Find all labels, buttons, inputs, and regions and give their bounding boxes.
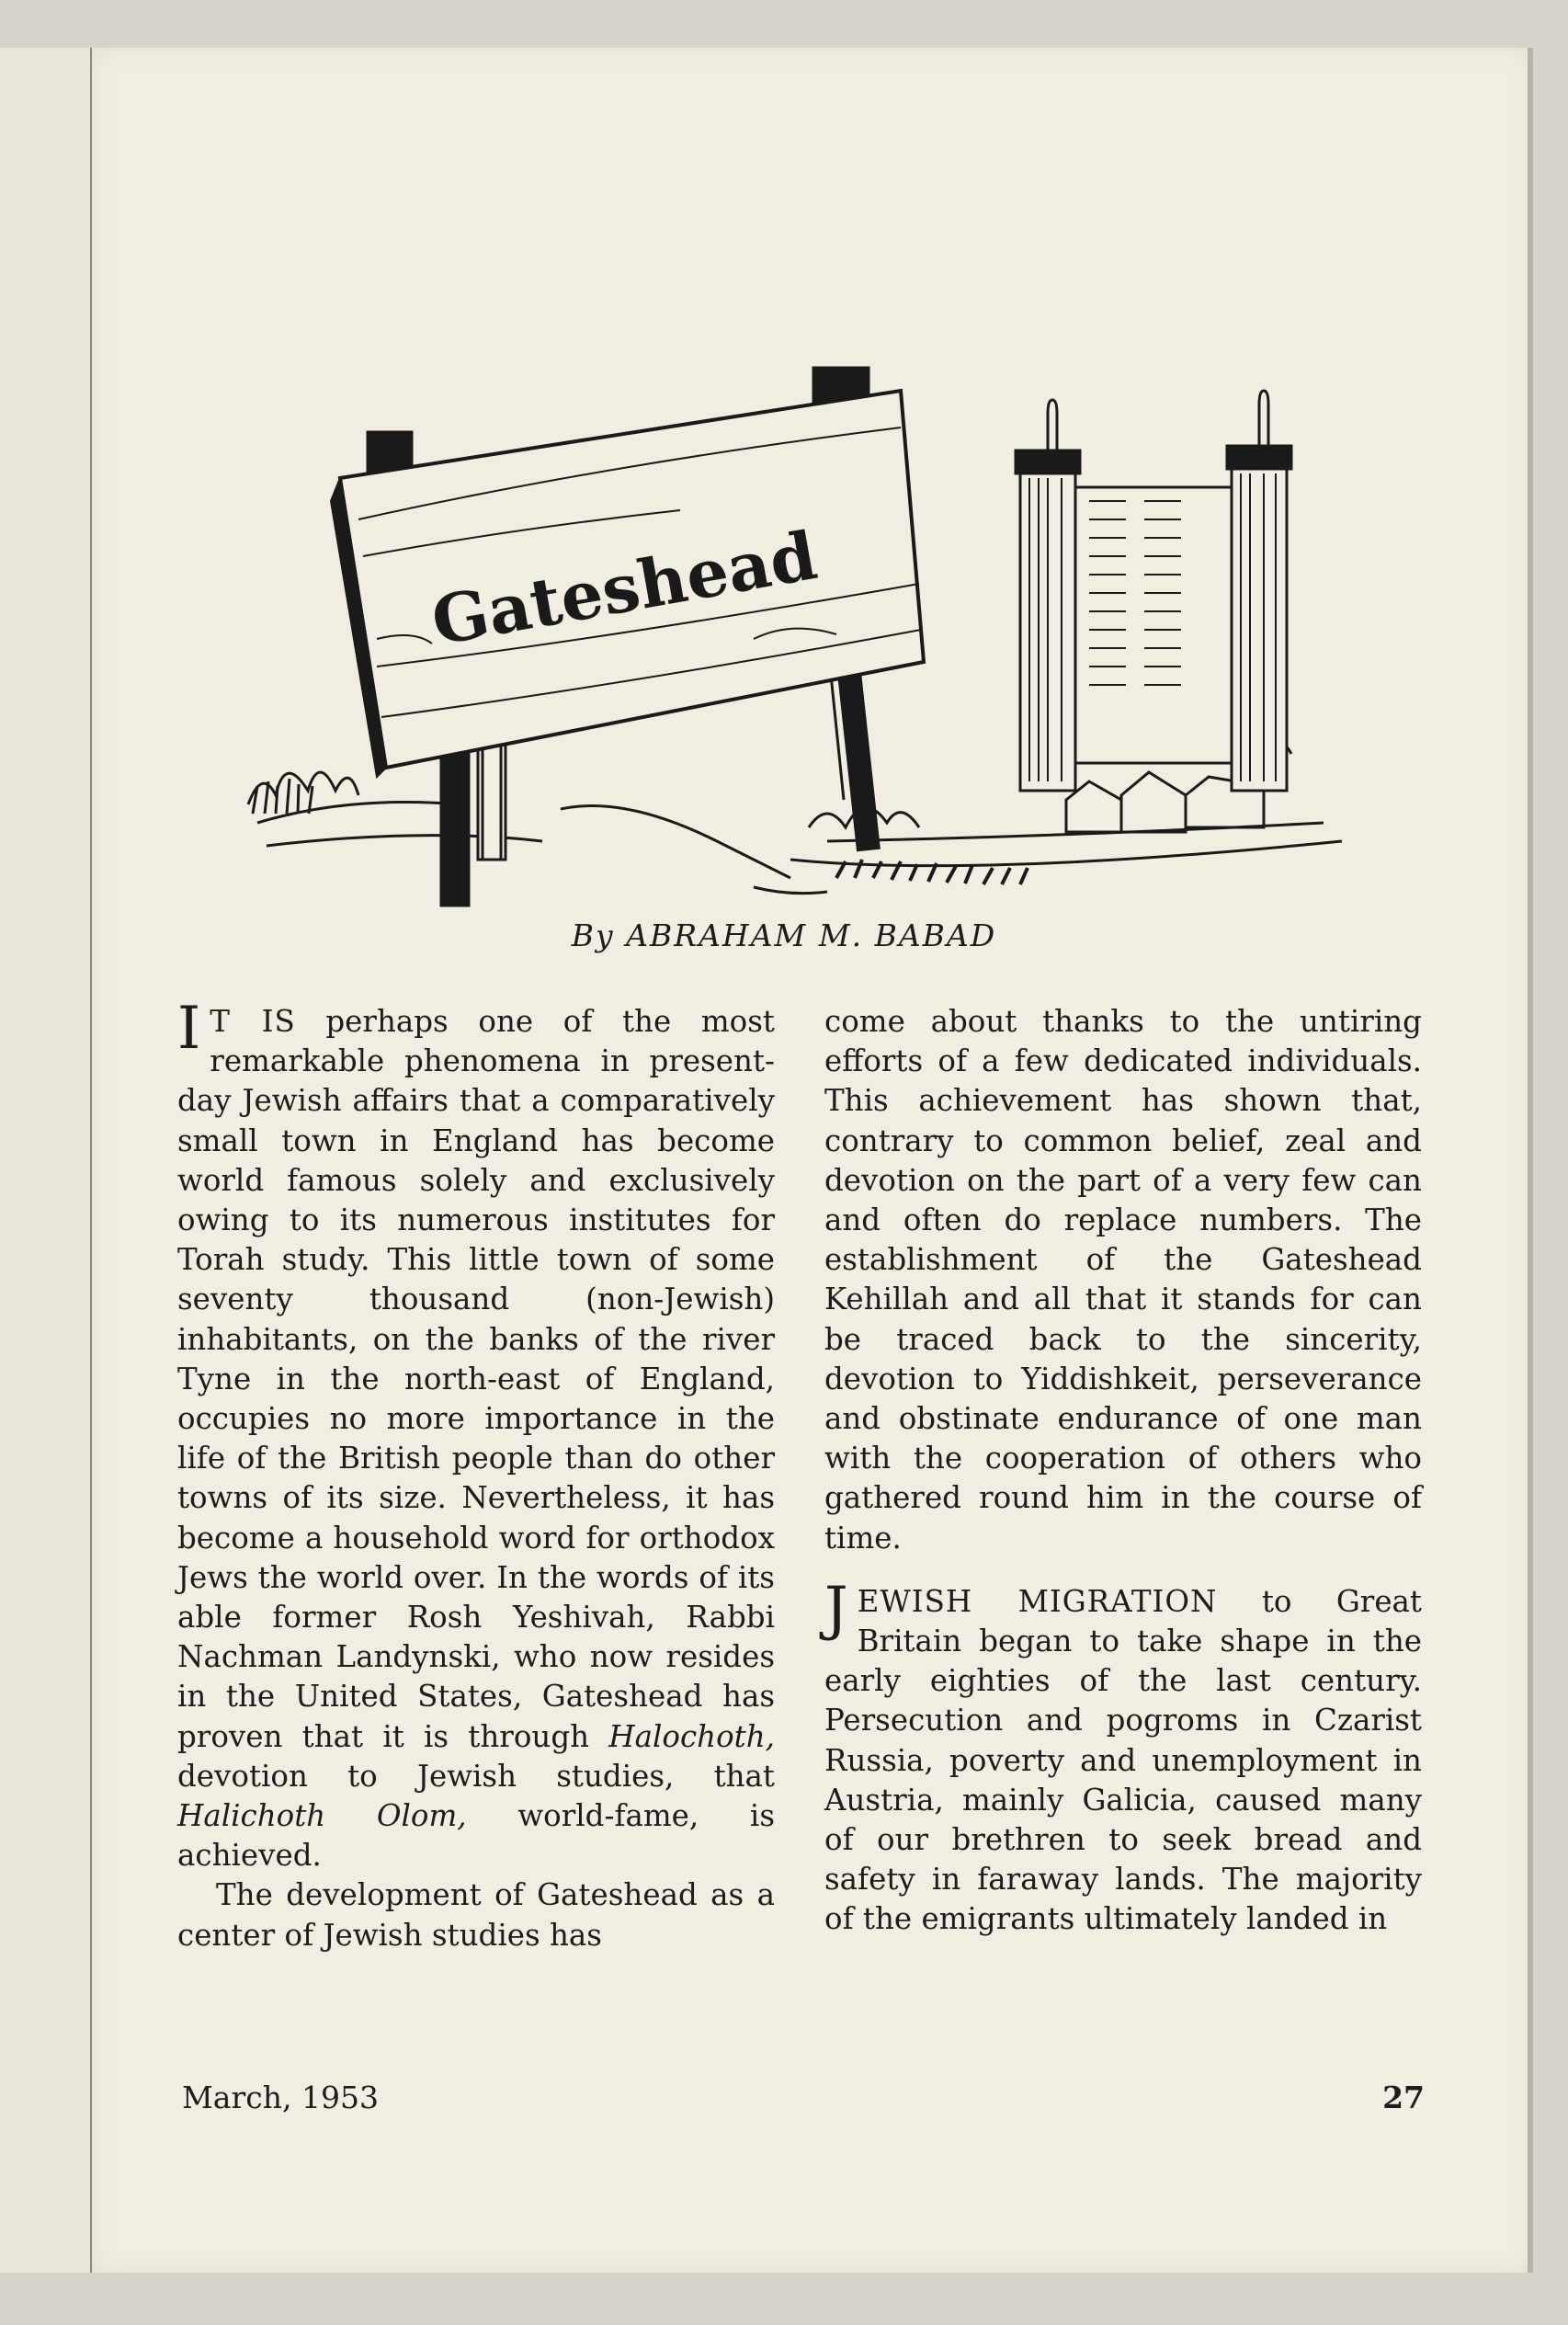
facing-page-edge: [0, 48, 92, 2273]
page-number: 27: [1382, 2080, 1425, 2115]
text-run: to Great Britain began to take shape in the early eighties of the last century. Persecution and pogroms in Czarist Russia, poverty and unemployment in Austria, mainly Galicia, caused many of our brethren to seek bread and safety in faraway lands. The majority of the emigrants ultimately landed in: [824, 1583, 1422, 1937]
issue-date: March, 1953: [182, 2080, 379, 2115]
paragraph: [824, 1574, 1422, 1940]
lead-in: T IS: [210, 1004, 296, 1039]
italic-term: Halichoth Olom,: [177, 1798, 467, 1834]
text-run: devotion to Jewish studies, that: [177, 1758, 775, 1794]
text-run: world-fame, is achieved.: [177, 1798, 775, 1874]
sign-title: Gateshead: [426, 516, 823, 661]
paragraph: The development of Gateshead as a center of Jewish studies has: [177, 1877, 775, 1953]
text-run: perhaps one of the most remarkable phenomena in present-day Jewish affairs that a comparatively small town in England has become world famous solely and exclusively owing to its numerous institutes for Torah study. This little town of some seventy thousand (non-Jewish) inhabitants, on the banks of the river Tyne in the north-east of England, occupies no more importance in the life of the British people than do other towns of its size. Nevertheless, it has become a household word for orthodox Jews the world over. In the words of its able former Rosh Yeshivah, Rabbi Nachman Landynski, who now resides in the United States, Gateshead has proven that it is through: [177, 1004, 775, 1754]
paragraph: [177, 995, 775, 1875]
gateshead-sign-illustration: [239, 363, 1360, 915]
drop-cap: I: [177, 995, 201, 1063]
right-column: [824, 1002, 1422, 1940]
byline: By ABRAHAM M. BABAD: [571, 917, 997, 953]
page-right-edge: [1528, 48, 1533, 2273]
lead-in: EWISH MIGRATION: [857, 1583, 1218, 1619]
drop-cap: J: [824, 1574, 848, 1643]
italic-term: Halochoth,: [608, 1718, 775, 1754]
left-column: [177, 995, 775, 1955]
paragraph: come about thanks to the untiring efforts of a few dedicated individuals. This achievement has shown that, contrary to common belief, zeal and devotion on the part of a very few can and often do replace numbers. The establishment of the Gateshead Kehillah and all that it stands for can be traced back to the sincerity, devotion to Yiddishkeit, perseverance and obstinate endurance of one man with the cooperation of others who gathered round him in the course of time.: [824, 1004, 1422, 1556]
